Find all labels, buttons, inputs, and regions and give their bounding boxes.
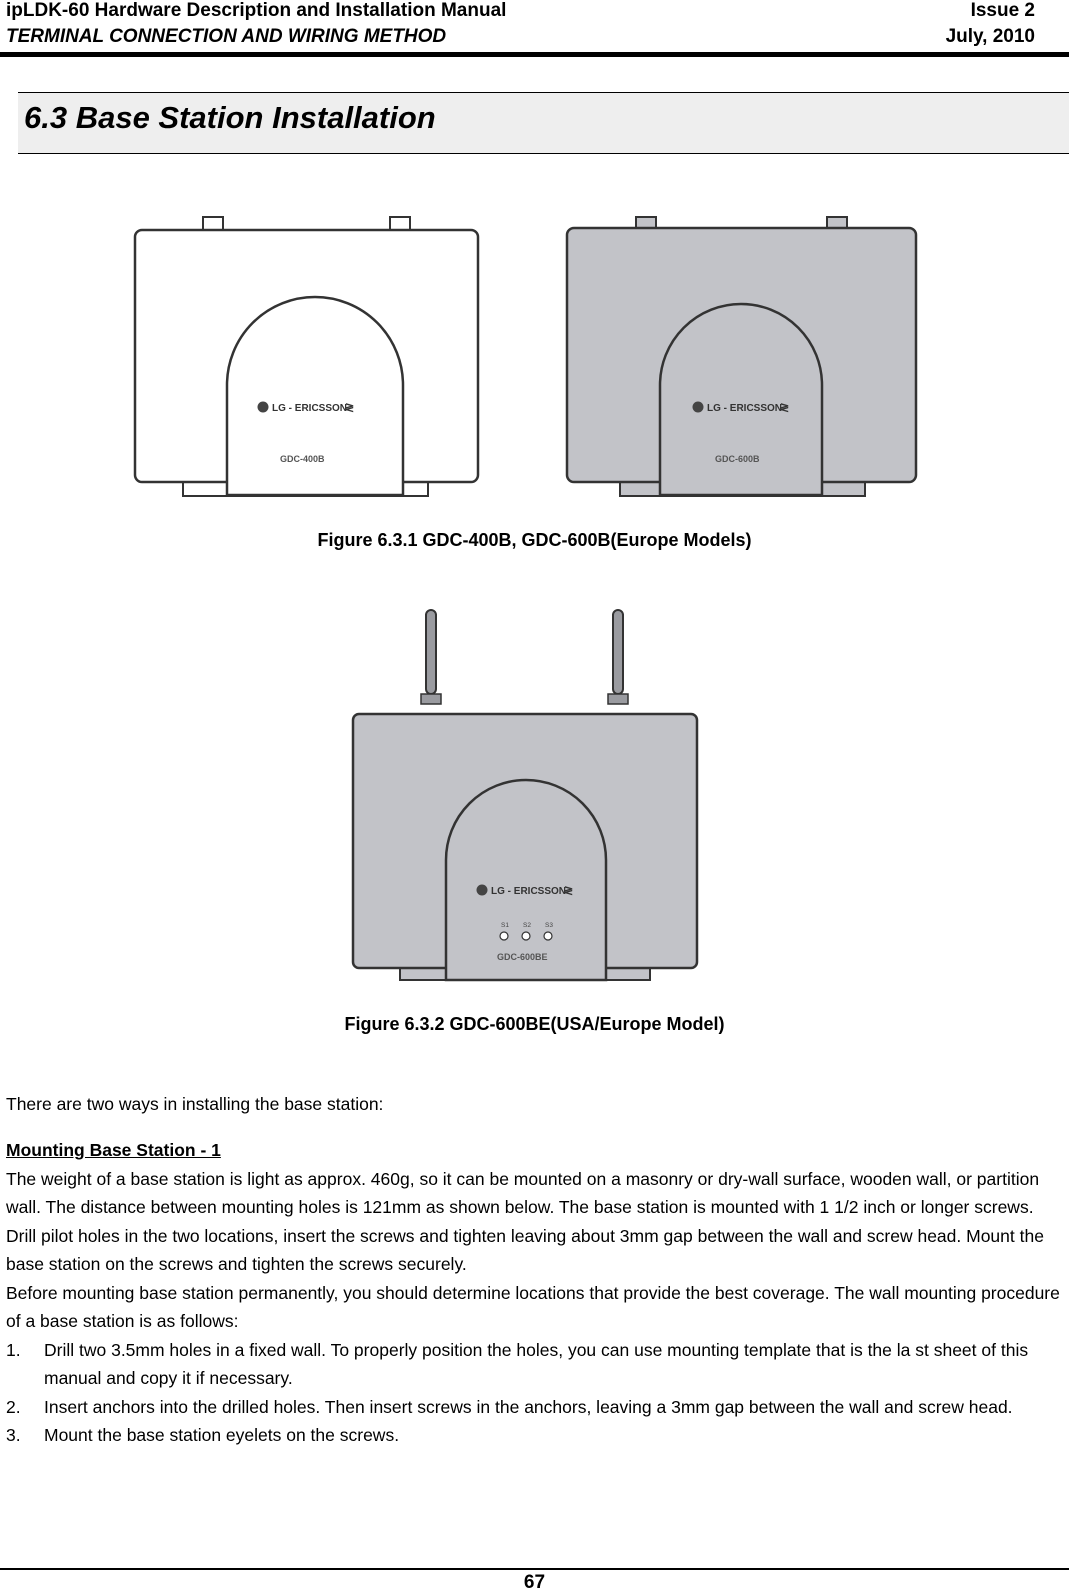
figure-6-3-1-caption: Figure 6.3.1 GDC-400B, GDC-600B(Europe Models) bbox=[317, 530, 752, 550]
issue-date: July, 2010 bbox=[945, 26, 1035, 47]
led-s1-icon bbox=[500, 932, 508, 940]
list-item-number: 3. bbox=[6, 1425, 21, 1445]
list-item-text: Drill two 3.5mm holes in a fixed wall. To properly position the holes, you can use mounting template that is the la st sheet of this manual and copy it if necessary. bbox=[44, 1339, 1029, 1388]
gdc-400b-device bbox=[135, 217, 478, 496]
brand-label: LG - ERICSSON bbox=[272, 403, 348, 414]
section-heading-band bbox=[18, 92, 1069, 154]
list-item bbox=[6, 1336, 1068, 1393]
list-item bbox=[6, 1393, 1068, 1422]
list-item bbox=[6, 1421, 1068, 1450]
header-divider bbox=[0, 52, 1069, 57]
brand-label: LG - ERICSSON bbox=[491, 886, 567, 897]
model-label: GDC-600B bbox=[715, 454, 760, 464]
antenna-left bbox=[426, 610, 436, 694]
lg-ericsson-logo-icon bbox=[258, 402, 269, 413]
brand-label: LG - ERICSSON bbox=[707, 403, 783, 414]
paragraph-1: The weight of a base station is light as approx. 460g, so it can be mounted on a masonry or dry-wall surface, wooden wall, or partition wall. The distance between mounting holes is 121mm as shown below. The base station is mounted with 1 1/2 inch or longer screws. Drill pilot holes in the two locations, insert the screws and tighten leaving about 3mm gap between the wall and screw head. Mount the base station on the screws and tighten the screws securely. bbox=[6, 1168, 1044, 1274]
footer-divider bbox=[0, 1568, 1069, 1570]
led-label-s2: S2 bbox=[523, 922, 531, 929]
model-label: GDC-600BE bbox=[497, 952, 548, 962]
model-label: GDC-400B bbox=[280, 454, 325, 464]
figure-6-3-2-caption: Figure 6.3.2 GDC-600BE(USA/Europe Model) bbox=[344, 1014, 725, 1034]
chapter-title: TERMINAL CONNECTION AND WIRING METHOD bbox=[6, 26, 447, 47]
body-content bbox=[6, 1136, 1068, 1450]
subheading-mounting-1: Mounting Base Station - 1 bbox=[6, 1140, 221, 1160]
intro-text: There are two ways in installing the base station: bbox=[6, 1094, 384, 1114]
figure-6-3-1-illustration bbox=[130, 210, 925, 502]
figure-6-3-2-illustration bbox=[350, 604, 702, 986]
issue-label: Issue 2 bbox=[970, 0, 1035, 21]
manual-title: ipLDK-60 Hardware Description and Installation Manual bbox=[6, 0, 507, 21]
section-title: 6.3 Base Station Installation bbox=[24, 100, 436, 135]
led-s3-icon bbox=[544, 932, 552, 940]
led-label-s1: S1 bbox=[501, 922, 509, 929]
list-item-text: Mount the base station eyelets on the screws. bbox=[44, 1425, 400, 1445]
page-number: 67 bbox=[523, 1572, 546, 1593]
gdc-600b-device bbox=[567, 217, 916, 496]
led-label-s3: S3 bbox=[545, 922, 553, 929]
led-s2-icon bbox=[522, 932, 530, 940]
svg-text:≷: ≷ bbox=[345, 402, 355, 414]
gdc-600be-device bbox=[353, 610, 697, 980]
list-item-number: 1. bbox=[6, 1339, 21, 1360]
list-item-text: Insert anchors into the drilled holes. Then insert screws in the anchors, leaving a 3mm gap between the wall and screw head. bbox=[44, 1396, 1013, 1417]
list-item-number: 2. bbox=[6, 1396, 21, 1417]
svg-text:≷: ≷ bbox=[780, 402, 790, 414]
lg-ericsson-logo-icon bbox=[693, 402, 704, 413]
antenna-right bbox=[613, 610, 623, 694]
lg-ericsson-logo-icon bbox=[477, 885, 488, 896]
paragraph-2: Before mounting base station permanently, you should determine locations that provide the best coverage. The wall mounting procedure of a base station is as follows: bbox=[6, 1282, 1060, 1331]
svg-text:≷: ≷ bbox=[564, 885, 574, 897]
